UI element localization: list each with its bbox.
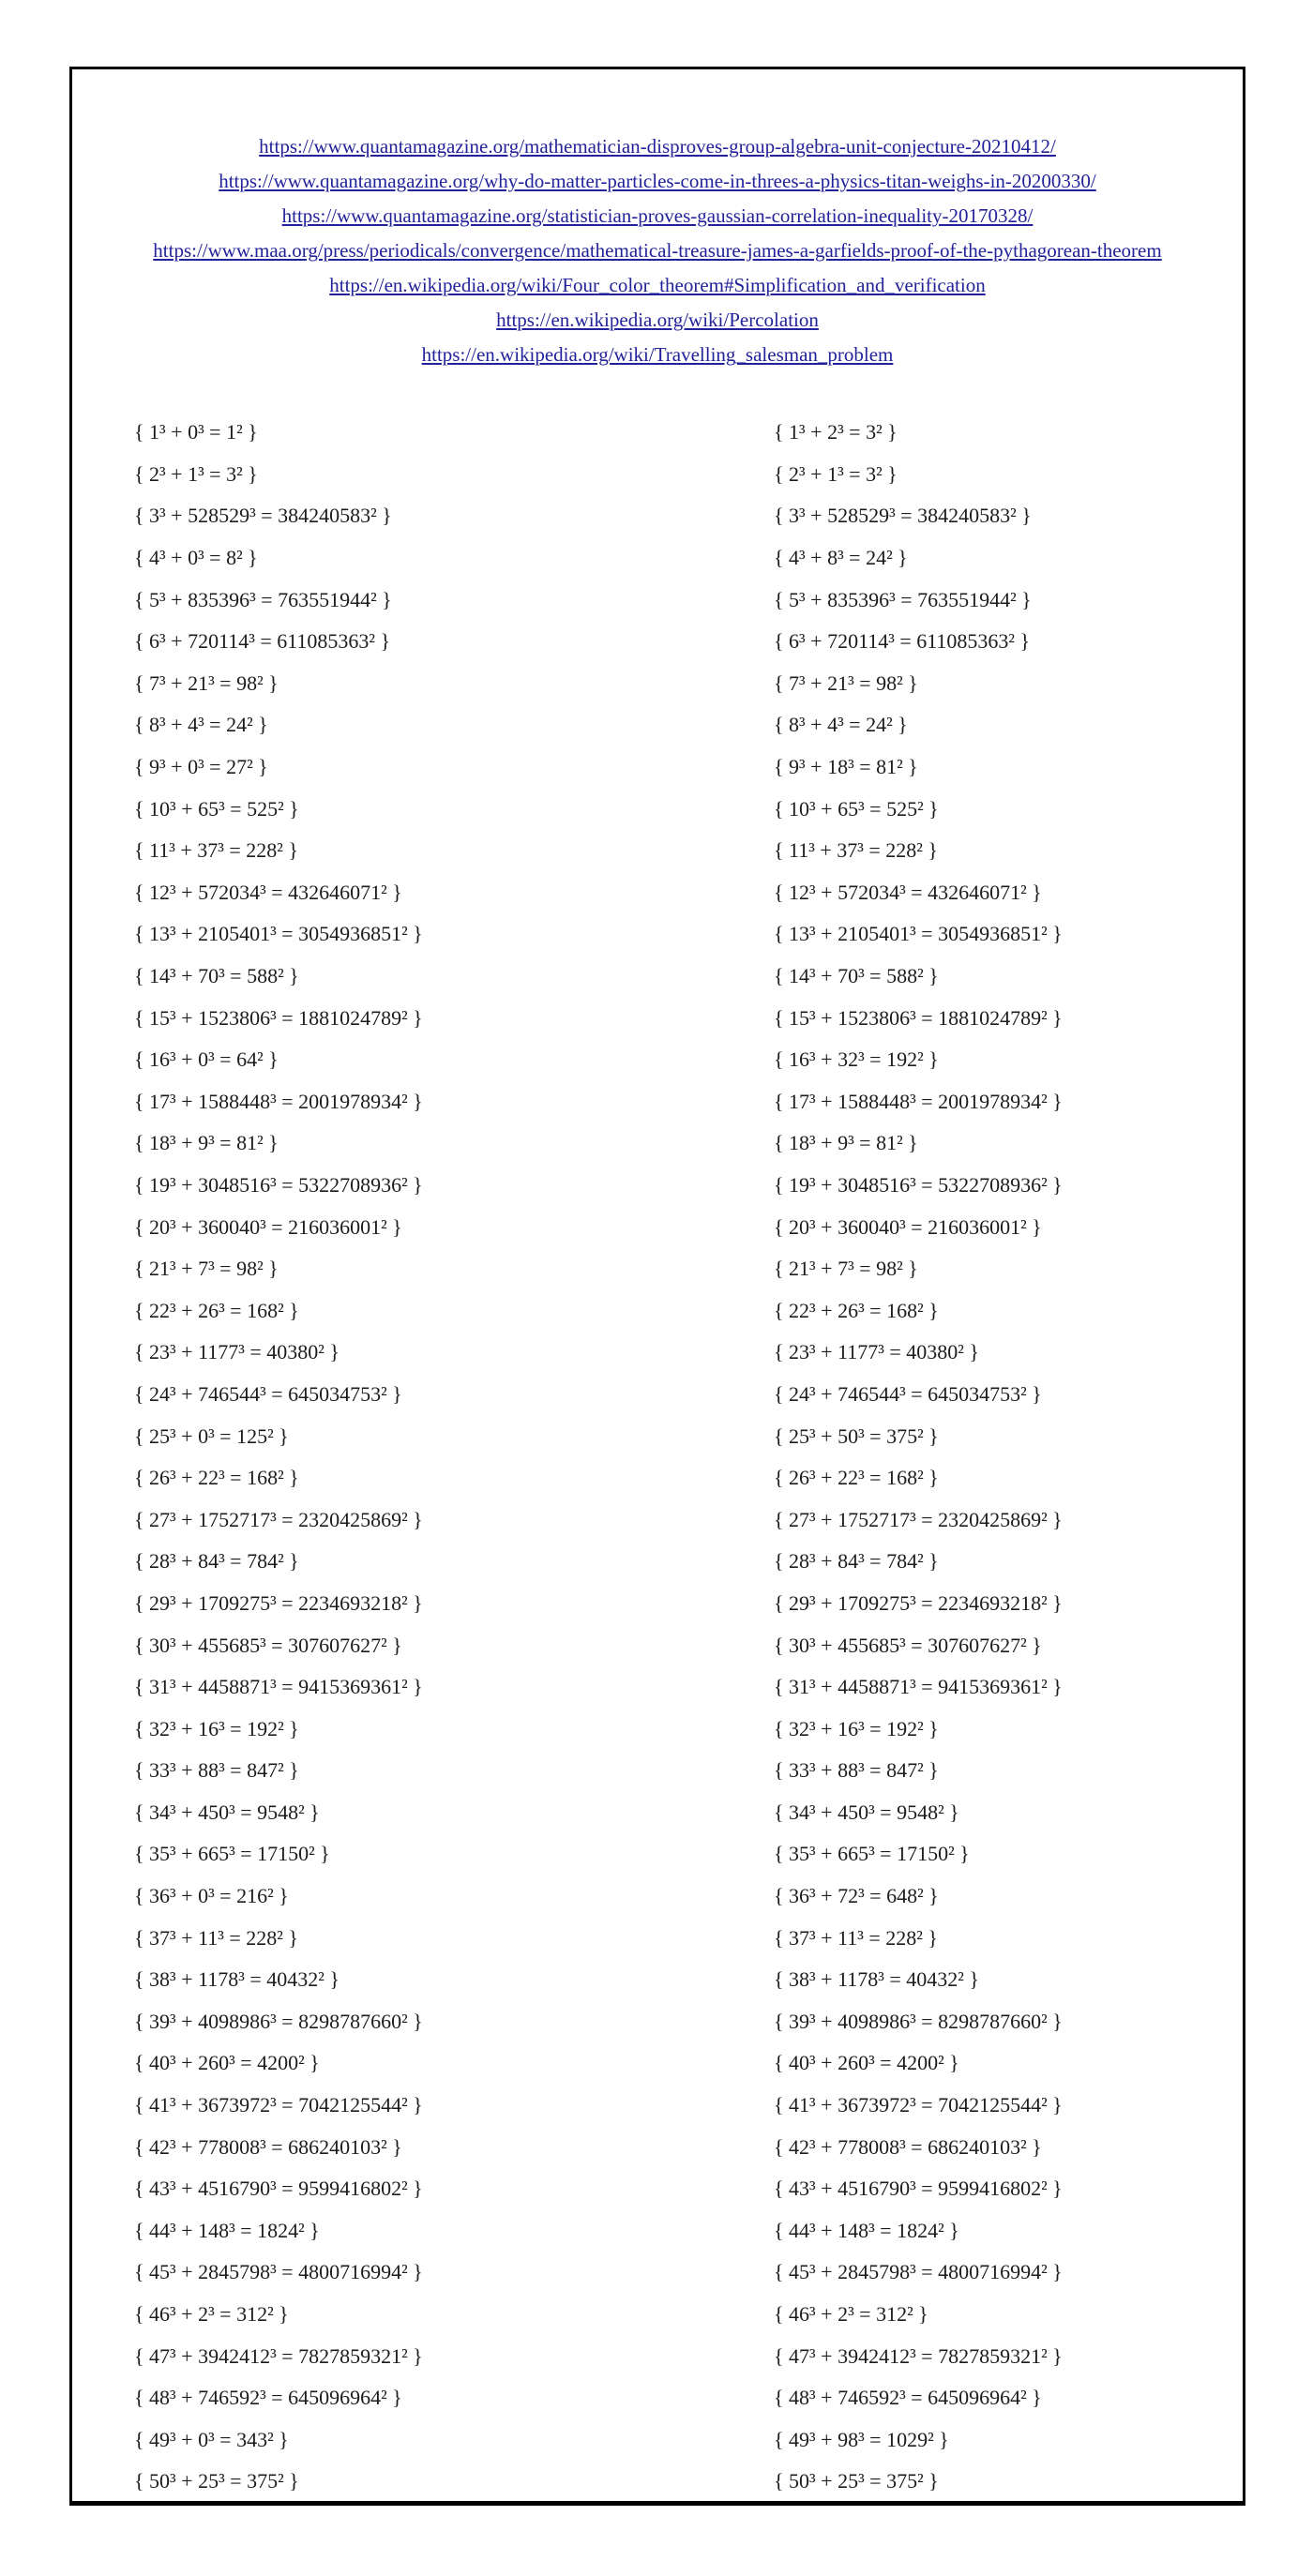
equation-item: { 9³ + 0³ = 27² }: [134, 755, 268, 779]
equation-item: { 22³ + 26³ = 168² }: [134, 1298, 299, 1322]
link-line: [72, 199, 1243, 233]
equation-item: { 2³ + 1³ = 3² }: [774, 461, 898, 486]
equation-item: { 2³ + 1³ = 3² }: [134, 461, 258, 486]
equation-item: { 11³ + 37³ = 228² }: [134, 838, 298, 863]
equation-item: { 34³ + 450³ = 9548² }: [134, 1800, 320, 1824]
equation-item: { 36³ + 0³ = 216² }: [134, 1884, 289, 1908]
equation-item: { 37³ + 11³ = 228² }: [134, 1925, 298, 1950]
equation-item: { 41³ + 3673972³ = 7042125544² }: [774, 2093, 1063, 2117]
equation-item: { 10³ + 65³ = 525² }: [134, 796, 299, 821]
equation-item: { 4³ + 0³ = 8² }: [134, 546, 258, 570]
equation-item: { 49³ + 98³ = 1029² }: [774, 2427, 949, 2451]
equation-item: { 20³ + 360040³ = 216036001² }: [774, 1214, 1042, 1239]
equation-item: { 9³ + 18³ = 81² }: [774, 755, 918, 779]
equation-item: { 50³ + 25³ = 375² }: [774, 2469, 939, 2493]
equation-item: { 17³ + 1588448³ = 2001978934² }: [134, 1089, 423, 1113]
equation-item: { 17³ + 1588448³ = 2001978934² }: [774, 1089, 1063, 1113]
hyperlink[interactable]: https://en.wikipedia.org/wiki/Percolation: [496, 309, 819, 331]
equations-right-column: [774, 412, 1243, 2503]
equation-item: { 27³ + 1752717³ = 2320425869² }: [134, 1507, 423, 1531]
equation-item: { 30³ + 455685³ = 307607627² }: [134, 1633, 402, 1657]
equation-item: { 8³ + 4³ = 24² }: [774, 713, 908, 737]
equation-item: { 24³ + 746544³ = 645034753² }: [774, 1381, 1042, 1406]
equation-item: { 37³ + 11³ = 228² }: [774, 1925, 938, 1950]
equation-item: { 1³ + 0³ = 1² }: [134, 420, 258, 444]
equation-item: { 44³ + 148³ = 1824² }: [134, 2218, 320, 2242]
equation-item: { 47³ + 3942412³ = 7827859321² }: [774, 2343, 1063, 2368]
equation-item: { 12³ + 572034³ = 432646071² }: [134, 880, 402, 904]
equation-item: { 32³ + 16³ = 192² }: [134, 1716, 299, 1740]
hyperlink[interactable]: https://www.maa.org/press/periodicals/convergence/mathematical-treasure-james-a-garfields-proof-of-the-pythagorean-theorem: [153, 239, 1162, 262]
equation-item: { 36³ + 72³ = 648² }: [774, 1884, 939, 1908]
equation-item: { 21³ + 7³ = 98² }: [134, 1257, 279, 1281]
equation-item: { 48³ + 746592³ = 645096964² }: [134, 2386, 402, 2410]
equation-item: { 1³ + 2³ = 3² }: [774, 420, 898, 444]
equations-left-column: [134, 412, 774, 2503]
equation-item: { 11³ + 37³ = 228² }: [774, 838, 938, 863]
link-list: [72, 69, 1243, 372]
equation-item: { 20³ + 360040³ = 216036001² }: [134, 1214, 402, 1239]
equation-item: { 14³ + 70³ = 588² }: [134, 964, 299, 988]
equation-item: { 39³ + 4098986³ = 8298787660² }: [134, 2009, 423, 2033]
hyperlink[interactable]: https://www.quantamagazine.org/statistician-proves-gaussian-correlation-inequality-20170328/: [281, 204, 1034, 227]
link-line: [72, 129, 1243, 164]
equation-item: { 47³ + 3942412³ = 7827859321² }: [134, 2343, 423, 2368]
equation-item: { 30³ + 455685³ = 307607627² }: [774, 1633, 1042, 1657]
equation-item: { 42³ + 778008³ = 686240103² }: [134, 2134, 402, 2159]
equation-item: { 5³ + 835396³ = 763551944² }: [774, 587, 1032, 611]
equation-item: { 32³ + 16³ = 192² }: [774, 1716, 939, 1740]
equation-item: { 48³ + 746592³ = 645096964² }: [774, 2386, 1042, 2410]
equation-item: { 40³ + 260³ = 4200² }: [774, 2051, 959, 2075]
link-line: [72, 233, 1243, 268]
equation-item: { 19³ + 3048516³ = 5322708936² }: [774, 1172, 1063, 1197]
equation-item: { 25³ + 0³ = 125² }: [134, 1424, 289, 1448]
equation-item: { 6³ + 720114³ = 611085363² }: [774, 629, 1031, 654]
equation-item: { 26³ + 22³ = 168² }: [774, 1466, 939, 1490]
equation-item: { 38³ + 1178³ = 40432² }: [134, 1967, 340, 1992]
hyperlink[interactable]: https://en.wikipedia.org/wiki/Four_color_theorem#Simplification_and_verification: [329, 274, 986, 296]
link-line: [72, 268, 1243, 303]
equation-item: { 26³ + 22³ = 168² }: [134, 1466, 299, 1490]
equation-item: { 23³ + 1177³ = 40380² }: [774, 1340, 979, 1364]
equation-item: { 29³ + 1709275³ = 2234693218² }: [134, 1590, 423, 1615]
equation-item: { 5³ + 835396³ = 763551944² }: [134, 587, 392, 611]
equation-item: { 46³ + 2³ = 312² }: [774, 2302, 928, 2327]
equation-item: { 31³ + 4458871³ = 9415369361² }: [774, 1675, 1063, 1699]
equation-item: { 28³ + 84³ = 784² }: [774, 1549, 939, 1574]
equation-item: { 40³ + 260³ = 4200² }: [134, 2051, 320, 2075]
equation-item: { 14³ + 70³ = 588² }: [774, 964, 939, 988]
equation-item: { 13³ + 2105401³ = 3054936851² }: [774, 922, 1063, 946]
equation-item: { 12³ + 572034³ = 432646071² }: [774, 880, 1042, 904]
equation-item: { 49³ + 0³ = 343² }: [134, 2427, 289, 2451]
hyperlink[interactable]: https://www.quantamagazine.org/why-do-matter-particles-come-in-threes-a-physics-titan-weighs-in-20200330/: [219, 170, 1096, 192]
equation-item: { 25³ + 50³ = 375² }: [774, 1424, 939, 1448]
equation-item: { 10³ + 65³ = 525² }: [774, 796, 939, 821]
equation-item: { 34³ + 450³ = 9548² }: [774, 1800, 959, 1824]
equation-item: { 13³ + 2105401³ = 3054936851² }: [134, 922, 423, 946]
equation-item: { 4³ + 8³ = 24² }: [774, 546, 908, 570]
equation-item: { 27³ + 1752717³ = 2320425869² }: [774, 1507, 1063, 1531]
equation-item: { 35³ + 665³ = 17150² }: [134, 1842, 330, 1866]
equation-item: { 29³ + 1709275³ = 2234693218² }: [774, 1590, 1063, 1615]
equation-item: { 35³ + 665³ = 17150² }: [774, 1842, 970, 1866]
document-frame: [69, 67, 1245, 2506]
equation-item: { 15³ + 1523806³ = 1881024789² }: [774, 1005, 1063, 1030]
equation-item: { 46³ + 2³ = 312² }: [134, 2302, 289, 2327]
equation-item: { 42³ + 778008³ = 686240103² }: [774, 2134, 1042, 2159]
equation-item: { 23³ + 1177³ = 40380² }: [134, 1340, 340, 1364]
equation-item: { 45³ + 2845798³ = 4800716994² }: [134, 2260, 423, 2284]
equation-item: { 3³ + 528529³ = 384240583² }: [774, 504, 1032, 528]
equation-item: { 7³ + 21³ = 98² }: [134, 670, 279, 695]
equation-item: { 39³ + 4098986³ = 8298787660² }: [774, 2009, 1063, 2033]
equation-item: { 15³ + 1523806³ = 1881024789² }: [134, 1005, 423, 1030]
hyperlink[interactable]: https://en.wikipedia.org/wiki/Travelling_salesman_problem: [421, 343, 894, 366]
equation-item: { 22³ + 26³ = 168² }: [774, 1298, 939, 1322]
equation-item: { 7³ + 21³ = 98² }: [774, 670, 918, 695]
equation-item: { 28³ + 84³ = 784² }: [134, 1549, 299, 1574]
equation-item: { 8³ + 4³ = 24² }: [134, 713, 268, 737]
equation-item: { 18³ + 9³ = 81² }: [134, 1131, 279, 1155]
link-line: [72, 164, 1243, 199]
equation-item: { 33³ + 88³ = 847² }: [134, 1758, 299, 1783]
equation-item: { 43³ + 4516790³ = 9599416802² }: [134, 2177, 423, 2201]
link-line: [72, 303, 1243, 338]
equation-item: { 33³ + 88³ = 847² }: [774, 1758, 939, 1783]
equation-item: { 41³ + 3673972³ = 7042125544² }: [134, 2093, 423, 2117]
equation-item: { 45³ + 2845798³ = 4800716994² }: [774, 2260, 1063, 2284]
equation-item: { 21³ + 7³ = 98² }: [774, 1257, 918, 1281]
equation-item: { 24³ + 746544³ = 645034753² }: [134, 1381, 402, 1406]
equation-item: { 43³ + 4516790³ = 9599416802² }: [774, 2177, 1063, 2201]
link-line: [72, 338, 1243, 372]
equation-item: { 3³ + 528529³ = 384240583² }: [134, 504, 392, 528]
equation-item: { 19³ + 3048516³ = 5322708936² }: [134, 1172, 423, 1197]
equation-item: { 38³ + 1178³ = 40432² }: [774, 1967, 979, 1992]
equation-item: { 6³ + 720114³ = 611085363² }: [134, 629, 391, 654]
equations-area: [72, 412, 1243, 2503]
equation-item: { 50³ + 25³ = 375² }: [134, 2469, 299, 2493]
hyperlink[interactable]: https://www.quantamagazine.org/mathematician-disproves-group-algebra-unit-conjecture-20210412/: [259, 135, 1056, 158]
equation-item: { 16³ + 0³ = 64² }: [134, 1047, 279, 1072]
equation-item: { 31³ + 4458871³ = 9415369361² }: [134, 1675, 423, 1699]
equation-item: { 16³ + 32³ = 192² }: [774, 1047, 939, 1072]
equation-item: { 18³ + 9³ = 81² }: [774, 1131, 918, 1155]
equation-item: { 44³ + 148³ = 1824² }: [774, 2218, 959, 2242]
